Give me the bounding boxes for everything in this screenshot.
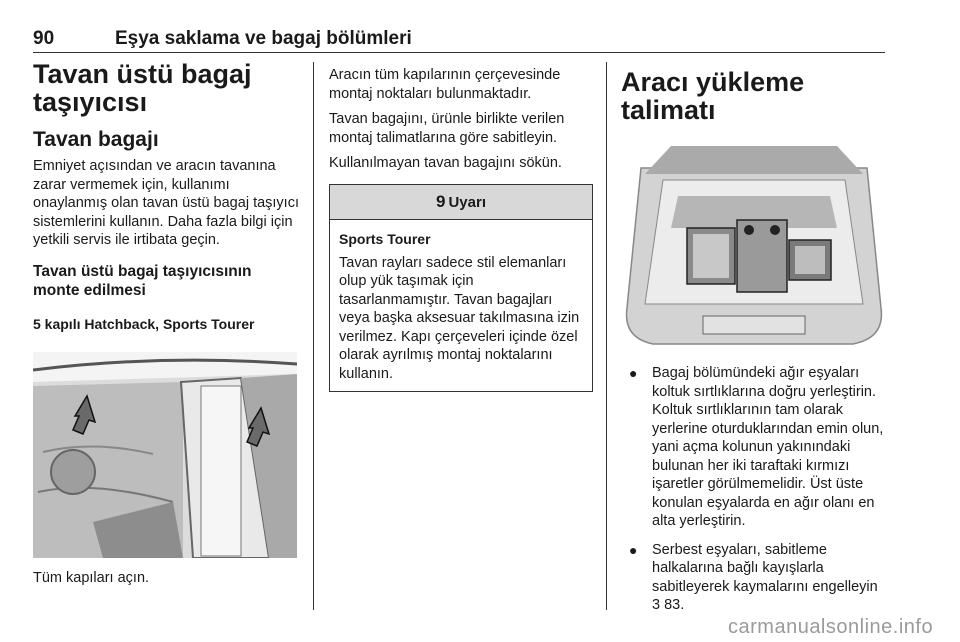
list-item: ● Serbest eşyaları, sabitleme halkalarına bağlı kayışlarla sabitleyerek kaymalarını engelleyin 3 83.	[629, 541, 878, 613]
warning-box	[329, 184, 593, 393]
warning-body	[330, 220, 592, 392]
subsection-title: Tavan bagajı	[33, 128, 159, 151]
column-loading	[621, 60, 887, 625]
column-divider-right	[606, 62, 607, 610]
variant-heading: 5 kapılı Hatchback, Sports Tourer	[33, 315, 255, 332]
cargo-area-illustration	[623, 138, 885, 348]
paragraph-remove: Kullanılmayan tavan bagajını sökün.	[329, 155, 562, 171]
bullet-icon: ●	[629, 365, 638, 381]
page-reference-link[interactable]: 83.	[664, 597, 685, 613]
column-mounting	[329, 60, 593, 392]
page-header	[33, 26, 885, 53]
running-title: Eşya saklama ve bagaj bölümleri	[115, 28, 412, 49]
loading-title: Aracı yükleme talimatı	[621, 67, 805, 125]
paragraph-mount-points: Aracın tüm kapılarının çerçevesinde montaj noktaları bulunmaktadır.	[329, 67, 561, 102]
warning-header	[330, 185, 592, 220]
bullet-icon: ●	[629, 541, 638, 558]
paragraph-fix-instructions: Tavan bagajını, ürünle birlikte verilen montaj talimatlarına göre sabitleyin.	[329, 111, 565, 146]
watermark: carmanualsonline.info	[728, 616, 934, 638]
page-number: 90	[33, 28, 55, 49]
warning-text: Tavan rayları sadece stil elemanları olup yük taşımak için tasarlanmamıştır. Tavan bagajları veya başka aksesuar takılmasına izin verilmez. Kapı çerçeveleri içinde özel olarak ayrılmış montaj noktalarını kullanın.	[339, 254, 580, 382]
warning-model: Sports Tourer	[339, 230, 431, 247]
warning-icon: 9	[436, 191, 446, 211]
column-roof-rack	[33, 60, 301, 587]
intro-paragraph: Emniyet açısından ve aracın tavanına zarar vermemek için, kullanımı onaylanmış olan tavan üstü bagaj taşıyıcı sistemlerini kullanın. Daha fazla bilgi için yetkili servis ile irtibata geçin.	[33, 158, 299, 248]
loading-bullets	[621, 364, 887, 615]
warning-title: Uyarı	[448, 193, 486, 211]
section-title: Tavan üstü bagaj taşıyıcısı	[33, 59, 252, 117]
instruction-text: Tüm kapıları açın.	[33, 569, 150, 586]
page-ref-icon: 3	[652, 597, 661, 613]
column-divider-left	[313, 62, 314, 610]
door-frame-illustration	[33, 352, 297, 558]
mount-heading: Tavan üstü bagaj taşıyıcısının monte edilmesi	[33, 262, 252, 299]
list-item: ● Bagaj bölümündeki ağır eşyaları koltuk sırtlıklarına doğru yerleştirin. Koltuk sırtlıklarının tam olarak yerlerine oturduklarından emin olun, yani açma kolunun yakınındaki bulunan her iki taraftaki kırmızı işaretler görülmemelidir. Üst üste konulan eşyalarda en ağır olanı en alta yerleştirin.	[629, 365, 884, 529]
